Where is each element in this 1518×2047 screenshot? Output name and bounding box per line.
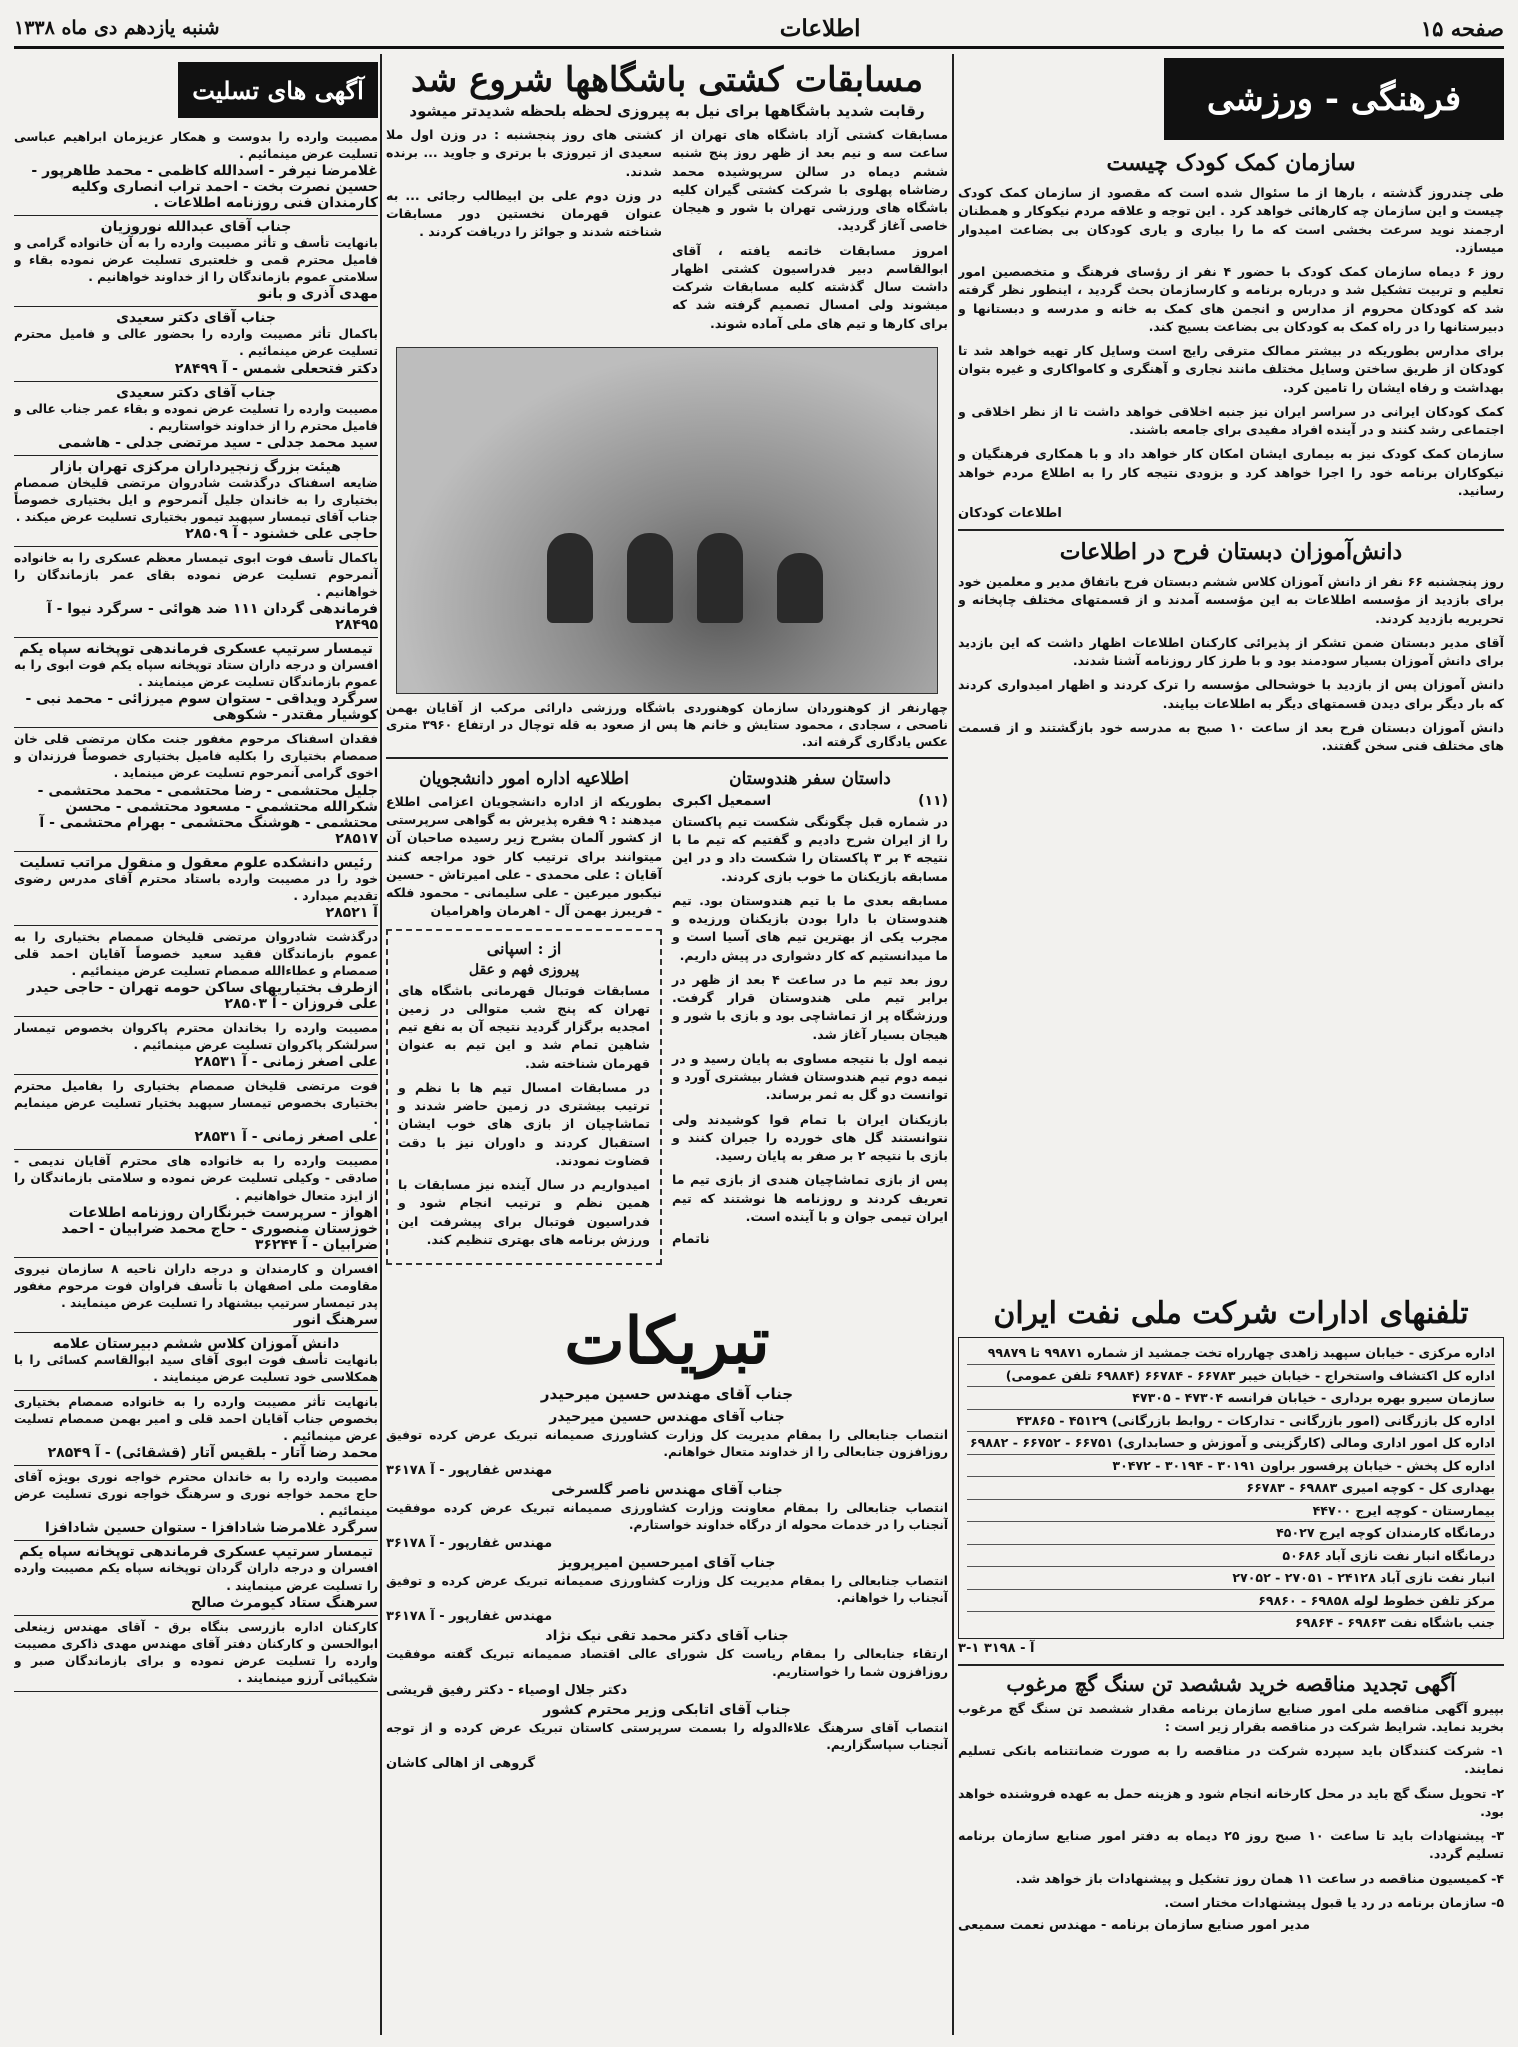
- article-paragraph: مسابقات کشتی آزاد باشگاه های تهران از ساعت سه و نیم بعد از ظهر روز پنج شنبه ششم دیماه در سالن سرپوشیده محمد رضاشاه پهلوی با شرکت کشتی گیران کلیه باشگاه های ورزشی تهران با شور و هیجان خاصی آغاز گردید.: [672, 127, 948, 234]
- notice-title: رئیس دانشکده علوم معقول و منقول مراتب تسلیت: [19, 854, 373, 871]
- article-title: سازمان کمک کودک چیست: [1106, 150, 1356, 176]
- item-signature: مهندس غفارپور - آ ۳۶۱۷۸: [386, 1609, 553, 1625]
- notice-body: فقدان اسفناک مرحوم مغفور جنت مکان مرتضی قلی خان صمصام بختیاری را بکلیه فامیل بختیاری خصوصاً فرزندان و اخوی گرامی آنمرحوم تسلیت عرض مینماید .: [14, 732, 378, 781]
- item-body: انتصاب جنابعالی را بمقام مدیریت کل وزارت کشاورزی صمیمانه تبریک عرض کرده و توفیق آنجناب را خواهانم.: [386, 1574, 948, 1606]
- notice-signature: علی اصغر زمانی - آ ۲۸۵۳۱: [194, 1129, 378, 1146]
- notice-body: باکمال تأثر مصیبت وارده را بحضور عالی و فامیل محترم تسلیت عرض مینمائیم .: [14, 327, 378, 359]
- phone-row: درمانگاه انبار نفت نازی آباد ۵۰۶۸۶: [967, 1545, 1495, 1568]
- oil-company-and-tender: [958, 1290, 1504, 2035]
- article-paragraph: سازمان کمک کودک نیز به بیماری ایشان امکان کار خواهد داد و با همکاری فرهنگیان و نیکوکاران برنامه خود را اجرا خواهد کرد و بزودی نتیجه کار را به اطلاع مردم خواهد رسانید.: [958, 446, 1504, 498]
- page-header: [14, 10, 1504, 49]
- divider: [958, 1664, 1504, 1666]
- main-headline: مسابقات کشتی باشگاهها شروع شد: [410, 60, 924, 100]
- article-paragraph: برای مدارس بطوریکه در بیشتر ممالک مترقی رایج است وسایل کار تهیه خواهد شد تا کودکان از طریق ساختن وسایل مختلف مانند نجاری و آهنگری و کامواکاری و غیره بتوان بهداشت و رفاه ایشان را تامین کرد.: [958, 343, 1504, 395]
- box-paragraph: امیدواریم در سال آینده نیز مسابقات با همین نظم و ترتیب انجام شود و فدراسیون فوتبال برای پیشرفت این ورزش برنامه های بهتری تنظیم کند.: [398, 1177, 650, 1247]
- phone-row: اداره کل بازرگانی (امور بازرگانی - تدارکات - روابط بازرگانی) ۴۵۱۲۹ - ۴۳۸۶۵: [967, 1410, 1495, 1433]
- condolence-list: [14, 126, 378, 1692]
- item-title: جناب آقای امیرحسین امیرپرویز: [558, 1555, 776, 1572]
- article-paragraph: روز پنجشنبه ۶۶ نفر از دانش آموزان کلاس ششم دبستان فرح باتفاق مدیر و معلمین خود برای بازدید از مؤسسه اطلاعات به این مؤسسه آمدند و از قسمتهای مختلف چاپخانه و تحریریه بازدید کردند.: [958, 574, 1504, 626]
- phone-row: انبار نفت نازی آباد ۲۴۱۲۸ - ۲۷۰۵۱ - ۲۷۰۵۲: [967, 1567, 1495, 1590]
- phone-row: اداره کل پخش - خیابان پرفسور براون ۳۰۱۹۱ - ۳۰۱۹۴ - ۳۰۴۷۲: [967, 1455, 1495, 1478]
- culture-sports-column: [958, 54, 1504, 1294]
- notice-body: ضایعه اسفناک درگذشت شادروان مرتضی قلیخان صمصام بختیاری را به خاندان جلیل آنمرحوم و ایل بختیاری خصوصاً جناب آقای تیمسار سپهبد تیمور بختیاری تسلیت عرض میکند .: [14, 475, 378, 524]
- condolence-notice: [14, 1391, 378, 1466]
- notice-signature: ازطرف بختیاریهای ساکن حومه تهران - حاجی حیدر علی فروزان - آ ۲۸۵۰۳: [27, 979, 378, 1012]
- phone-row: بیمارستان - کوچه ایرج ۴۴۷۰۰: [967, 1500, 1495, 1523]
- photo-caption: چهارنفر از کوهنوردان سازمان کوهنوردی باشگاه ورزشی دارائی مرکب از آقایان بهمن ناصحی ، سجادی ، محمود ستایش و خانم ها پس از صعود به قله توچال در ارتفاع ۳۹۶۰ متری عکس یادگاری گرفته اند.: [386, 700, 948, 749]
- lower-middle-section: [386, 765, 948, 1273]
- notice-title: هیئت بزرگ زنجیرداران مرکزی تهران بازار: [51, 458, 341, 475]
- notice-title: تیمسار سرتیپ عسکری فرماندهی توپخانه سپاه یکم: [19, 1544, 373, 1561]
- condolence-notice: [14, 382, 378, 456]
- condolence-notice: [14, 547, 378, 638]
- ad-ref: آ - ۳۱۹۸ ۱-۳: [958, 1640, 1035, 1656]
- notice-body: مصیبت وارده را به خانواده های محترم آقایان ندیمی - صادقی - وکیلی تسلیت عرض نموده و سلامتی بازماندگان را از ایزد متعال خواهانیم .: [14, 1154, 378, 1203]
- mountaineers-photo: [396, 347, 938, 694]
- article-paragraph: نیمه اول با نتیجه مساوی به پایان رسید و در نیمه دوم تیم هندوستان فشار بیشتری آورد و توانست دو گل به ثمر برساند.: [672, 1050, 948, 1103]
- phones-table: [958, 1337, 1504, 1639]
- condolence-notice: [14, 456, 378, 547]
- tender-signature: مدیر امور صنایع سازمان برنامه - مهندس نعمت سمیعی: [958, 1918, 1310, 1934]
- notice-signature: سرهنگ ستاد کیومرث صالح: [191, 1594, 378, 1611]
- congratulations-logo: تبریکات: [564, 1304, 770, 1379]
- announcement-title: اطلاعیه اداره امور دانشجویان: [419, 768, 629, 789]
- notice-body: درگذشت شادروان مرتضی قلیخان صمصام بختیاری را به عموم بازماندگان فقید سعید خصوصاً آقایان احمد قلی صمصام و عطاءالله صمصام تسلیت عرض مینمائیم .: [14, 929, 378, 978]
- notice-signature: مهدی آذری و بانو: [258, 286, 378, 303]
- article-credit: اطلاعات کودکان: [958, 506, 1062, 521]
- item-title: جناب آقای مهندس ناصر گلسرخی: [551, 1482, 783, 1499]
- photo-figure: [547, 533, 593, 623]
- notice-signature: آ ۲۸۵۲۱: [325, 904, 378, 921]
- condolence-notice: [14, 1258, 378, 1333]
- page-number: صفحه ۱۵: [1420, 15, 1504, 41]
- notice-body: مصیبت وارده را بدوست و همکار عزیزمان ابراهیم عباسی تسلیت عرض مینمائیم .: [14, 130, 378, 162]
- notice-body: بانهایت تأسف فوت ابوی آقای سید ابوالقاسم کسائی را با همکلاسی خود تسلیت عرض مینمایند .: [14, 1352, 378, 1384]
- phone-row: درمانگاه کارمندان کوچه ایرج ۴۵۰۲۷: [967, 1522, 1495, 1545]
- notice-signature: سرگرد غلامرضا شادافزا - ستوان حسین شادافزا: [45, 1520, 378, 1537]
- column-divider: [380, 54, 382, 2035]
- series-author: اسمعیل اکبری: [672, 792, 772, 809]
- notice-title: جناب آقای دکتر سعیدی: [116, 310, 276, 327]
- item-title: جناب آقای مهندس حسین میرحیدر: [549, 1409, 785, 1425]
- notice-body: مصیبت وارده را به خاندان محترم خواجه نوری بویژه آقای حاج محمد خواجه نوری و سرهنگ خواجه نوری تسلیت عرض مینمائیم .: [14, 1470, 378, 1519]
- congratulations-subtitle: جناب آقای مهندس حسین میرحیدر: [540, 1385, 794, 1403]
- india-series: [672, 765, 948, 1273]
- notice-signature: محمد رضا آتار - بلقیس آتار (قشقائی) - آ ۲۸۵۴۹: [47, 1445, 378, 1462]
- phone-row: سازمان سیرو بهره برداری - خیابان فرانسه ۴۷۳۰۴ - ۴۷۳۰۵: [967, 1387, 1495, 1410]
- football-box: [386, 929, 662, 1266]
- series-title: داستان سفر هندوستان: [729, 768, 891, 789]
- phone-row: اداره کل امور اداری ومالی (کارگزینی و آموزش و حسابداری) ۶۶۷۵۱ - ۶۶۷۵۲ - ۶۹۸۸۲: [967, 1432, 1495, 1455]
- notice-body: بانهایت تأثر مصیبت وارده را به خانواده صمصام بختیاری بخصوص جناب آقایان احمد قلی و امیر بهمن صمصام تسلیت عرض مینمائیم .: [14, 1394, 378, 1444]
- photo-figure: [777, 553, 823, 623]
- phone-row: اداره مرکزی - خیابان سپهبد زاهدی چهارراه تخت جمشید از شماره ۹۹۸۷۱ تا ۹۹۸۷۹: [967, 1342, 1495, 1365]
- notice-signature: حاجی علی خشنود - آ ۲۸۵۰۹: [185, 525, 378, 542]
- notice-title: جناب آقای دکتر سعیدی: [116, 384, 276, 401]
- article-title: دانش‌آموزان دبستان فرح در اطلاعات: [1059, 539, 1403, 565]
- condolence-notice: [14, 307, 378, 381]
- condolences-heading: آگهی های تسلیت: [178, 62, 378, 118]
- box-title: از : اسپانی: [486, 938, 562, 958]
- article-paragraph: بازیکنان ایران با تمام قوا کوشیدند ولی نتوانستند گل های خورده را جبران کنند و بازی با نتیجه ۲ بر صفر به پایان رسید.: [672, 1111, 948, 1164]
- notice-signature: اهواز - سرپرست خبرنگاران روزنامه اطلاعات خوزستان منصوری - حاج محمد ضرابیان - احمد ضرابیان - آ ۳۶۲۴۴: [61, 1204, 378, 1253]
- notice-title: دانش آموزان کلاس ششم دبیرستان علامه: [52, 1335, 340, 1352]
- condolence-notice: [14, 852, 378, 926]
- article-paragraph: امروز مسابقات خاتمه یافته ، آقای ابوالقاسم دبیر فدراسیون کشتی اظهار داشت سال گذشته کلیه مسابقات شرکت میشوند ولی امسال تصمیم گرفته شد که برای کارها و تیم های ملی آماده شوند.: [672, 242, 948, 331]
- sub-headline: رقابت شدید باشگاهها برای نیل به پیروزی لحظه بلحظه شدیدتر میشود: [409, 102, 925, 120]
- tender-paragraph: ۴- کمیسیون مناقصه در ساعت ۱۱ همان روز تشکیل و پیشنهادات باز خواهد شد.: [1015, 1870, 1504, 1886]
- tender-paragraph: بپیرو آگهی مناقصه ملی امور صنایع سازمان برنامه مقدار ششصد تن سنگ گچ مرغوب بخرید نماید. شرایط شرکت در مناقصه بقرار زیر است :: [958, 1700, 1504, 1734]
- notice-signature: سرهنگ انور: [294, 1311, 378, 1328]
- box-paragraph: مسابقات فوتبال قهرمانی باشگاه های تهران که پنج شب متوالی در زمین امجدیه برگزار گردید نتیجه آن به نفع تیم شاهین تمام شد و این تیم به عنوان قهرمان شناخته شد.: [398, 982, 650, 1071]
- tender-title: آگهی تجدید مناقصه خرید ششصد تن سنگ گچ مرغوب: [1006, 1671, 1456, 1696]
- notice-body: فوت مرتضی قلیخان صمصام بختیاری را بفامیل محترم بختیاری بخصوص تیمسار سپهبد بختیار تسلیت عرض مینمایم .: [14, 1079, 378, 1128]
- tender-paragraph: ۵- سازمان برنامه در رد یا قبول پیشنهادات مختار است.: [1164, 1894, 1504, 1910]
- tender-paragraph: ۱- شرکت کنندگان باید سپرده شرکت در مناقصه را به صورت ضمانتنامه بانکی تسلیم نمایند.: [958, 1743, 1504, 1777]
- notice-body: افسران و درجه داران گردان توپخانه سپاه یکم مصیبت وارده را تسلیت عرض مینمایند .: [14, 1561, 378, 1593]
- tender-paragraph: ۳- پیشنهادات باید تا ساعت ۱۰ صبح روز ۲۵ دیماه به دفتر امور صنایع سازمان برنامه تسلیم گردد.: [958, 1828, 1504, 1862]
- condolence-notice: [14, 638, 378, 728]
- item-body: انتصاب جنابعالی را بمقام مدیریت کل وزارت کشاورزی صمیمانه تبریک عرض کرده توفیق روزافزون جنابعالی را از خداوند متعال خواهانم.: [386, 1428, 948, 1460]
- article-paragraph: روز بعد تیم ما در ساعت ۴ بعد از ظهر در برابر تیم ملی هندوستان قرار گرفت. ورزشگاه پر از تماشاچی بود و بازی با شور و هیجان بسیار آغاز شد.: [672, 971, 948, 1042]
- phone-row: جنب باشگاه نفت ۶۹۸۶۳ - ۶۹۸۶۴: [1294, 1615, 1495, 1631]
- notice-signature: سرگرد ویداقی - ستوان سوم میرزائی - محمد نبی - کوشیار مقتدر - شکوهی: [25, 691, 378, 724]
- item-signature: مهندس غفارپور - آ ۳۶۱۷۸: [386, 1536, 553, 1552]
- notice-title: تیمسار سرتیپ عسکری فرماندهی توپخانه سپاه یکم: [19, 641, 373, 658]
- box-paragraph: در مسابقات امسال تیم ها با نظم و ترتیب بیشتری در زمین حاضر شدند و تماشاچیان از بازی های خوب ایشان استقبال کردند و داوران نیز با دقت قضاوت نمودند.: [398, 1079, 650, 1168]
- article-paragraph: کمک کودکان ایرانی در سراسر ایران نیز جنبه اخلاقی خواهد داشت تا از نظر اخلاقی و اجتماعی رشد کنند و در آینده افراد مفیدی برای جامعه باشند.: [958, 403, 1504, 437]
- announcement-text: بطوریکه از اداره دانشجویان اعزامی اطلاع میدهند : ۹ فقره پذیرش به گواهی سرپرستی از کشور آلمان بشرح زیر رسیده صاحبان آن میتوانند برای ترتیب کار خود مراجعه کنند آقایان : علی محمدی - علی امیرتاش - حسین نیکبور میرعین - علی سلیمانی - محمود فلکه - فریبرز بهمن آل - اهرمان واهرامیان: [386, 793, 662, 919]
- article-paragraph: در شماره قبل چگونگی شکست تیم پاکستان را از ایران شرح دادیم و گفتیم که تیم ما با نتیجه ۴ بر ۳ پاکستان را شکست داد و در این مسابقه بازیکنان ما خوب بازی کردند.: [672, 813, 948, 884]
- condolence-notice: [14, 1150, 378, 1257]
- notice-body: مصیبت وارده را بخاندان محترم پاکروان بخصوص تیمسار سرلشکر پاکروان تسلیت عرض مینمائیم .: [14, 1020, 378, 1053]
- article-paragraph: دانش آموزان پس از بازدید با خوشحالی مؤسسه را ترک کردند و اظهار امیدواری کردند که بار دیگر برای دیدن قسمتهای دیگر به اطلاعات بیایند.: [958, 677, 1504, 711]
- notice-signature: دکتر فتحعلی شمس - آ ۲۸۴۹۹: [174, 360, 378, 377]
- notice-body: باکمال تأسف فوت ابوی تیمسار معظم عسکری را به خانواده آنمرحوم تسلیت عرض نموده بقای عمر بازماندگان را خواهانیم .: [14, 550, 378, 600]
- condolence-notice: [14, 1333, 378, 1391]
- article-paragraph: دانش آموزان دبستان فرح بعد از ساعت ۱۰ صبح به مدرسه خود بازگشتند و از قسمت های مختلف فنی سخن گفتند.: [958, 719, 1504, 753]
- column-divider: [952, 54, 954, 2035]
- article-paragraph: کشتی های روز پنجشنبه : در وزن اول ملا سعیدی از تیروزی با برتری و جاوید ... برنده شدند.: [386, 127, 662, 179]
- article-paragraph: در وزن دوم علی بن ابیطالب رجائی ... به عنوان قهرمان نخستین دور مسابقات شناخته شدند و جوائز را دریافت کردند .: [386, 187, 662, 240]
- notice-body: افسران و کارمندان و درجه داران ناحیه ۸ سازمان نیروی مقاومت ملی اصفهان با تأسف فراوان فوت مرحوم مغفور پدر تیمسار سرتیپ بیشنهاد را تسلیت عرض مینمایند .: [14, 1261, 378, 1310]
- divider: [958, 529, 1504, 531]
- item-title: جناب آقای دکتر محمد تقی نیک نژاد: [545, 1628, 789, 1645]
- issue-date: شنبه یازدهم دی ماه ۱۳۳۸: [14, 17, 220, 39]
- item-signature: گروهی از اهالی کاشان: [386, 1755, 535, 1771]
- condolence-notice: [14, 728, 378, 851]
- article-paragraph: پس از بازی تماشاچیان هندی از بازی تیم ما تعریف کردند و روزنامه ها نوشتند که تیم ایران تیمی جوان و با آینده است.: [672, 1172, 948, 1224]
- notice-signature: غلامرضا نیرفر - اسدالله کاظمی - محمد طاهرپور - حسین نصرت بخت - احمد تراب انصاری وکلیه کارمندان فنی روزنامه اطلاعات .: [31, 163, 378, 212]
- article-paragraph: روز ۶ دیماه سازمان کمک کودک با حضور ۴ نفر از رؤسای فرهنگ و متخصصین امور تعلیم و تربیت تشکیل شد و درباره برنامه و کارسازمان بحث گردید ، اینطور نظر گرفته شد که کودکان محروم از مدارس و انجمن های کمک به خانه و مدرسه و دبستانها و دبیرستانها را در راه کمک به کودکان بی بضاعت بسیج کند.: [958, 264, 1504, 334]
- congratulations-item: [386, 1409, 948, 1478]
- phone-row: مرکز تلفن خطوط لوله ۶۹۸۵۸ - ۶۹۸۶۰: [967, 1590, 1495, 1613]
- congratulations-item: [386, 1555, 948, 1624]
- notice-body: مصیبت وارده را تسلیت عرض نموده و بقاء عمر جناب عالی و فامیل محترم را از خداوند خواستاریم .: [14, 401, 378, 433]
- series-signature: ناتمام: [672, 1232, 710, 1248]
- notice-body: بانهایت تأسف و تأثر مصیبت وارده را به آن خانواده گرامی و فامیل محترم قمی و خلعتبری تسلیت عرض نموده بقاء و سلامتی عموم بازماندگان را از خداوند خواهانیم .: [14, 236, 378, 285]
- article-paragraph: طی چندروز گذشته ، بارها از ما سئوال شده است که مقصود از سازمان کمک کودک چیست و این سازمان چه کارهائی خواهد کرد . این توجه و علاقه مردم نیکوکار و همطنان ارجمند نوید سرعت بخشی است که ما را بیاری و یاری کودکان بی بضاعت امیدوار میسازد.: [958, 185, 1504, 255]
- notice-signature: سید محمد جدلی - سید مرتضی جدلی - هاشمی: [57, 434, 378, 451]
- article-paragraph: مسابقه بعدی ما با تیم هندوستان بود. تیم هندوستان با دارا بودن بازیکنان ورزیده و مجرب یکی از بهترین تیم های آسیا است و ما میدانستیم که کار دشواری در پیش داریم.: [672, 892, 948, 963]
- tender-paragraph: ۲- تحویل سنگ گچ باید در محل کارخانه انجام شود و هزینه حمل به عهده فروشنده خواهد بود.: [958, 1785, 1504, 1819]
- newspaper-name: اطلاعات: [779, 14, 861, 42]
- condolence-notice: [14, 1017, 378, 1075]
- phone-row: اداره کل اکتشاف واستخراج - خیابان خیبر ۶۶۷۸۳ - ۶۶۷۸۴ (۶۹۸۸۴ تلفن عمومی): [967, 1365, 1495, 1388]
- condolence-notice: [14, 216, 378, 307]
- condolence-notice: [14, 126, 378, 216]
- notice-title: جناب آقای عبدالله نوروزیان: [100, 219, 292, 236]
- congratulations-item: [386, 1628, 948, 1697]
- notice-signature: علی اصغر زمانی - آ ۲۸۵۳۱: [194, 1054, 378, 1071]
- item-body: انتصاب جنابعالی را بمقام معاونت وزارت کشاورزی صمیمانه تبریک عرض کرده موفقیت آنجناب را در خدمات محوله از درگاه خداوند خواستارم.: [386, 1501, 948, 1533]
- photo-figure: [627, 533, 673, 623]
- section-label: فرهنگی - ورزشی: [1164, 58, 1504, 140]
- box-subtitle: پیروزی فهم و عقل: [468, 961, 580, 978]
- condolence-notice: [14, 1075, 378, 1150]
- condolence-notice: [14, 1616, 378, 1692]
- notice-signature: جلیل محتشمی - رضا محتشمی - محمد محتشمی - شکرالله محتشمی - مسعود محتشمی - محسن محتشمی - هوشنگ محتشمی - بهرام محتشمی - آ ۲۸۵۱۷: [37, 782, 378, 847]
- congratulations-item: [386, 1702, 948, 1771]
- item-signature: مهندس غفارپور - آ ۳۶۱۷۸: [386, 1463, 553, 1479]
- announcement-and-football: [386, 765, 662, 1273]
- notice-body: خود را در مصیبت وارده باستاد محترم آقای مدرس رضوی تقدیم میدارد .: [14, 871, 378, 903]
- phone-row: بهداری کل - کوچه امیری ۶۹۸۸۳ - ۶۶۷۸۳: [967, 1477, 1495, 1500]
- item-body: ارتقاء جنابعالی را بمقام ریاست کل شورای عالی اقتصاد صمیمانه تبریک گفته موفقیت روزافزون شما را خواستاریم.: [386, 1647, 948, 1679]
- item-signature: دکتر جلال اوصیاء - دکتر رفیق قریشی: [386, 1682, 628, 1698]
- condolence-notice: [14, 1466, 378, 1541]
- sports-news-area: [386, 54, 948, 1294]
- item-body: انتصاب آقای سرهنگ علاءالدوله را بسمت سرپرستی کاستان تبریک عرض کرده و از توجه آنجناب سپاسگزاریم.: [386, 1720, 948, 1752]
- condolence-notice: [14, 1541, 378, 1615]
- condolences-column: [14, 54, 378, 2034]
- phones-title: تلفنهای ادارات شرکت ملی نفت ایران: [993, 1296, 1469, 1331]
- notice-body: افسران و درجه داران ستاد توپخانه سپاه یکم فوت ابوی را به عموم بازماندگان تسلیت عرض مینمایند .: [14, 658, 378, 690]
- item-title: جناب آقای اتابکی وزیر محترم کشور: [543, 1701, 791, 1718]
- congratulations-section: [386, 1290, 948, 2035]
- notice-body: کارکنان اداره بازرسی بنگاه برق - آقای مهندس زینعلی ابوالحسن و کارکنان دفتر آقای مهندس مهدی ذاکری مصیبت وارده را تسلیت عرض نموده و برای بازماندگان صبر و شکیبائی آرزو مینمایند .: [14, 1619, 378, 1685]
- divider: [386, 757, 948, 759]
- notice-signature: فرماندهی گردان ۱۱۱ ضد هوائی - سرگرد نیوا - آ ۲۸۴۹۵: [46, 601, 378, 634]
- series-number: (۱۱): [918, 792, 948, 809]
- congratulations-item: [386, 1482, 948, 1551]
- photo-figure: [697, 533, 743, 623]
- condolence-notice: [14, 926, 378, 1017]
- wrestling-section: [386, 126, 948, 339]
- article-paragraph: آقای مدیر دبستان ضمن تشکر از پذیرائی کارکنان اطلاعات اظهار داشت که این بازدید برای دانش آموزان بسیار سودمند بود و با طرز کار روزنامه آشنا شدند.: [958, 634, 1504, 668]
